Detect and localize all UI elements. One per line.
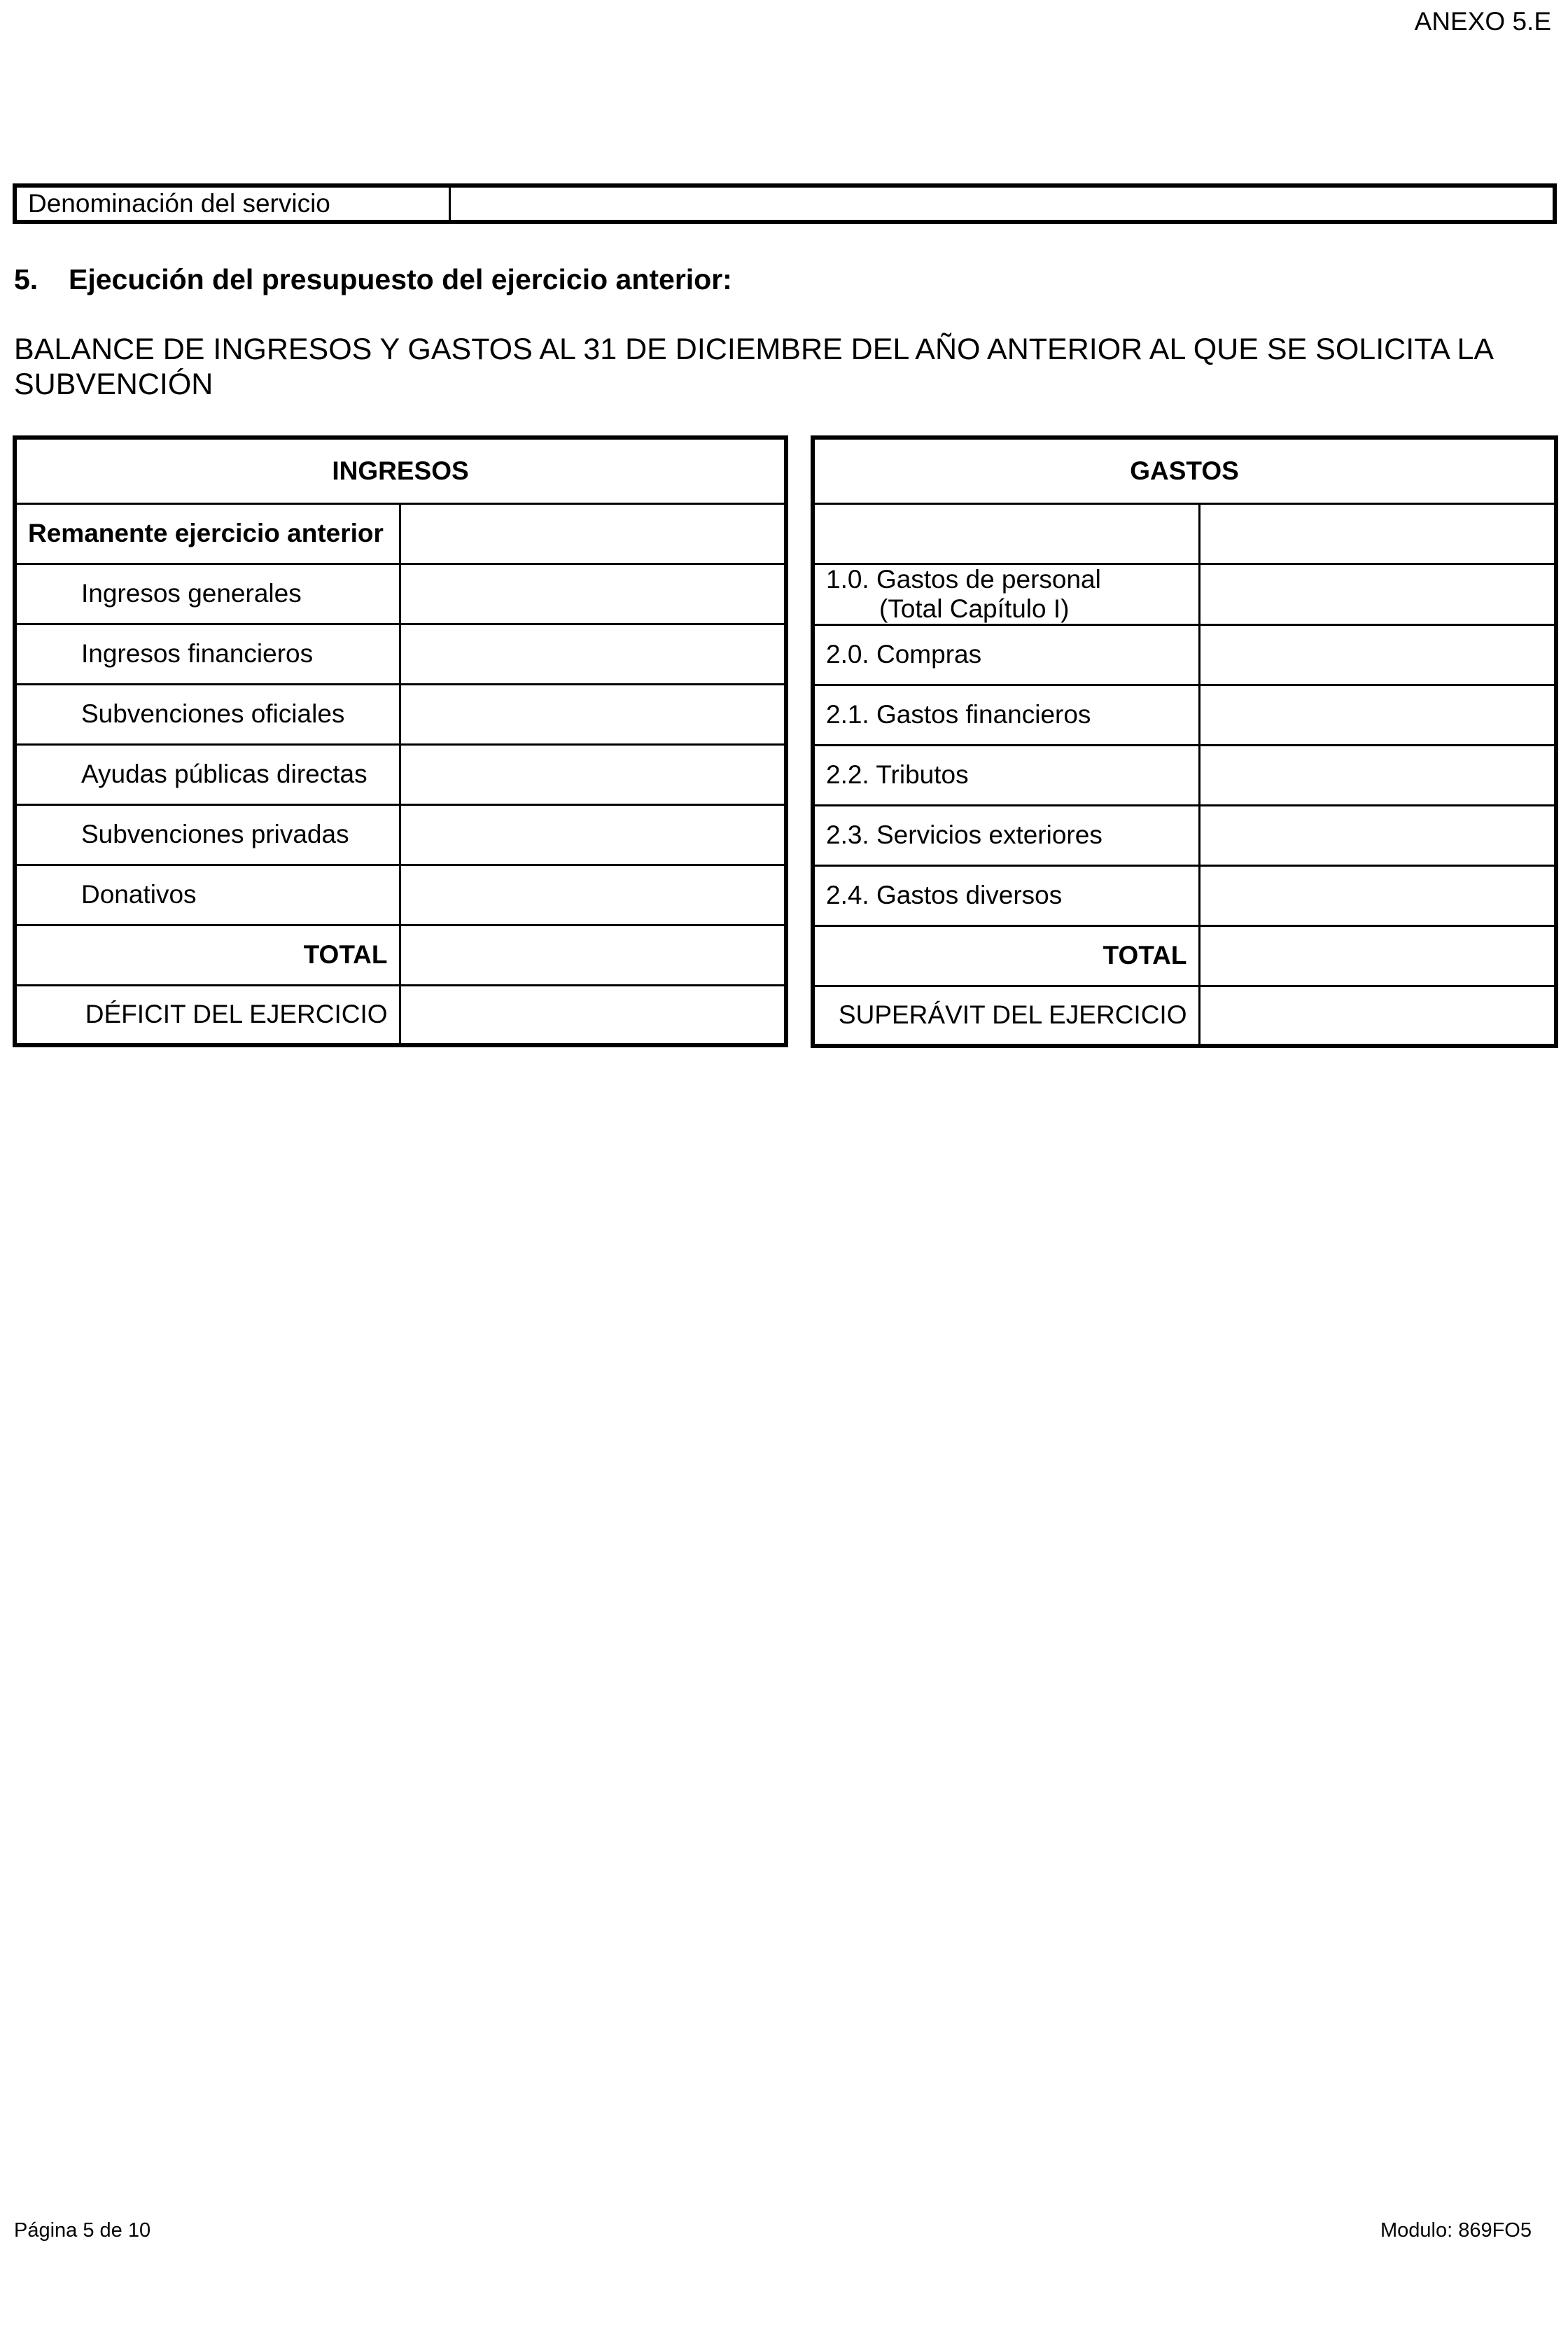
gastos-row-label: 2.2. Tributos <box>813 745 1199 805</box>
section-number: 5. <box>14 263 38 295</box>
ingresos-row-label: Subvenciones privadas <box>15 804 400 865</box>
ingresos-total-value[interactable] <box>400 925 786 985</box>
surplus-label: SUPERÁVIT DEL EJERCICIO <box>813 986 1199 1046</box>
ingresos-row-label: Ayudas públicas directas <box>15 744 400 804</box>
table-row <box>813 805 1556 865</box>
table-row <box>15 985 786 1045</box>
ingresos-row-value[interactable] <box>400 684 786 744</box>
gastos-row-label <box>813 503 1199 564</box>
table-row <box>15 925 786 985</box>
table-row <box>15 744 786 804</box>
ingresos-header: INGRESOS <box>15 438 786 503</box>
gastos-row-label: 2.4. Gastos diversos <box>813 865 1199 925</box>
gastos-total-value[interactable] <box>1199 925 1556 986</box>
table-row <box>15 564 786 624</box>
gastos-row-label-line1: 1.0. Gastos de personal <box>826 564 1101 594</box>
table-row <box>813 745 1556 805</box>
ingresos-row-label: Ingresos financieros <box>15 624 400 684</box>
ingresos-row-value[interactable] <box>400 744 786 804</box>
section-title <box>14 263 732 296</box>
table-row <box>15 503 786 564</box>
service-name-box <box>13 183 1557 224</box>
ingresos-row-label: Subvenciones oficiales <box>15 684 400 744</box>
table-row <box>813 503 1556 564</box>
ingresos-row-value[interactable] <box>400 624 786 684</box>
table-row <box>813 564 1556 624</box>
gastos-row-value[interactable] <box>1199 805 1556 865</box>
ingresos-row-value[interactable] <box>400 865 786 925</box>
module-code: Modulo: 869FO5 <box>1380 2219 1532 2242</box>
gastos-row-label: 2.1. Gastos financieros <box>813 685 1199 745</box>
service-name-label: Denominación del servicio <box>17 188 451 220</box>
table-row <box>15 804 786 865</box>
gastos-row-label <box>813 564 1199 624</box>
table-row <box>813 986 1556 1046</box>
table-row <box>813 865 1556 925</box>
gastos-row-value[interactable] <box>1199 865 1556 925</box>
balance-subtitle: BALANCE DE INGRESOS Y GASTOS AL 31 DE DICIEMBRE DEL AÑO ANTERIOR AL QUE SE SOLICITA LA SUBVENCIÓN <box>14 333 1492 401</box>
gastos-row-label-line2: (Total Capítulo I) <box>879 594 1070 623</box>
table-row <box>15 684 786 744</box>
deficit-label: DÉFICIT DEL EJERCICIO <box>15 985 400 1045</box>
surplus-value[interactable] <box>1199 986 1556 1046</box>
ingresos-table <box>13 435 788 1047</box>
gastos-row-value[interactable] <box>1199 503 1556 564</box>
ingresos-row-value[interactable] <box>400 564 786 624</box>
deficit-value[interactable] <box>400 985 786 1045</box>
ingresos-row-value[interactable] <box>400 804 786 865</box>
ingresos-row-label: Ingresos generales <box>15 564 400 624</box>
gastos-row-value[interactable] <box>1199 624 1556 685</box>
table-row <box>15 624 786 684</box>
ingresos-row-label: Remanente ejercicio anterior <box>15 503 400 564</box>
gastos-row-value[interactable] <box>1199 685 1556 745</box>
ingresos-row-label: Donativos <box>15 865 400 925</box>
ingresos-row-value[interactable] <box>400 503 786 564</box>
annex-label: ANEXO 5.E <box>1414 7 1551 36</box>
table-row <box>813 624 1556 685</box>
table-row <box>15 865 786 925</box>
gastos-row-value[interactable] <box>1199 745 1556 805</box>
gastos-row-label: 2.0. Compras <box>813 624 1199 685</box>
ingresos-total-label: TOTAL <box>15 925 400 985</box>
table-row <box>813 925 1556 986</box>
page-number: Página 5 de 10 <box>14 2219 151 2242</box>
gastos-row-label: 2.3. Servicios exteriores <box>813 805 1199 865</box>
service-name-field[interactable] <box>451 188 1553 220</box>
section-title-text: Ejecución del presupuesto del ejercicio anterior: <box>69 263 732 295</box>
gastos-row-value[interactable] <box>1199 564 1556 624</box>
table-row <box>813 685 1556 745</box>
gastos-total-label: TOTAL <box>813 925 1199 986</box>
gastos-table <box>811 435 1558 1048</box>
gastos-header: GASTOS <box>813 438 1556 503</box>
